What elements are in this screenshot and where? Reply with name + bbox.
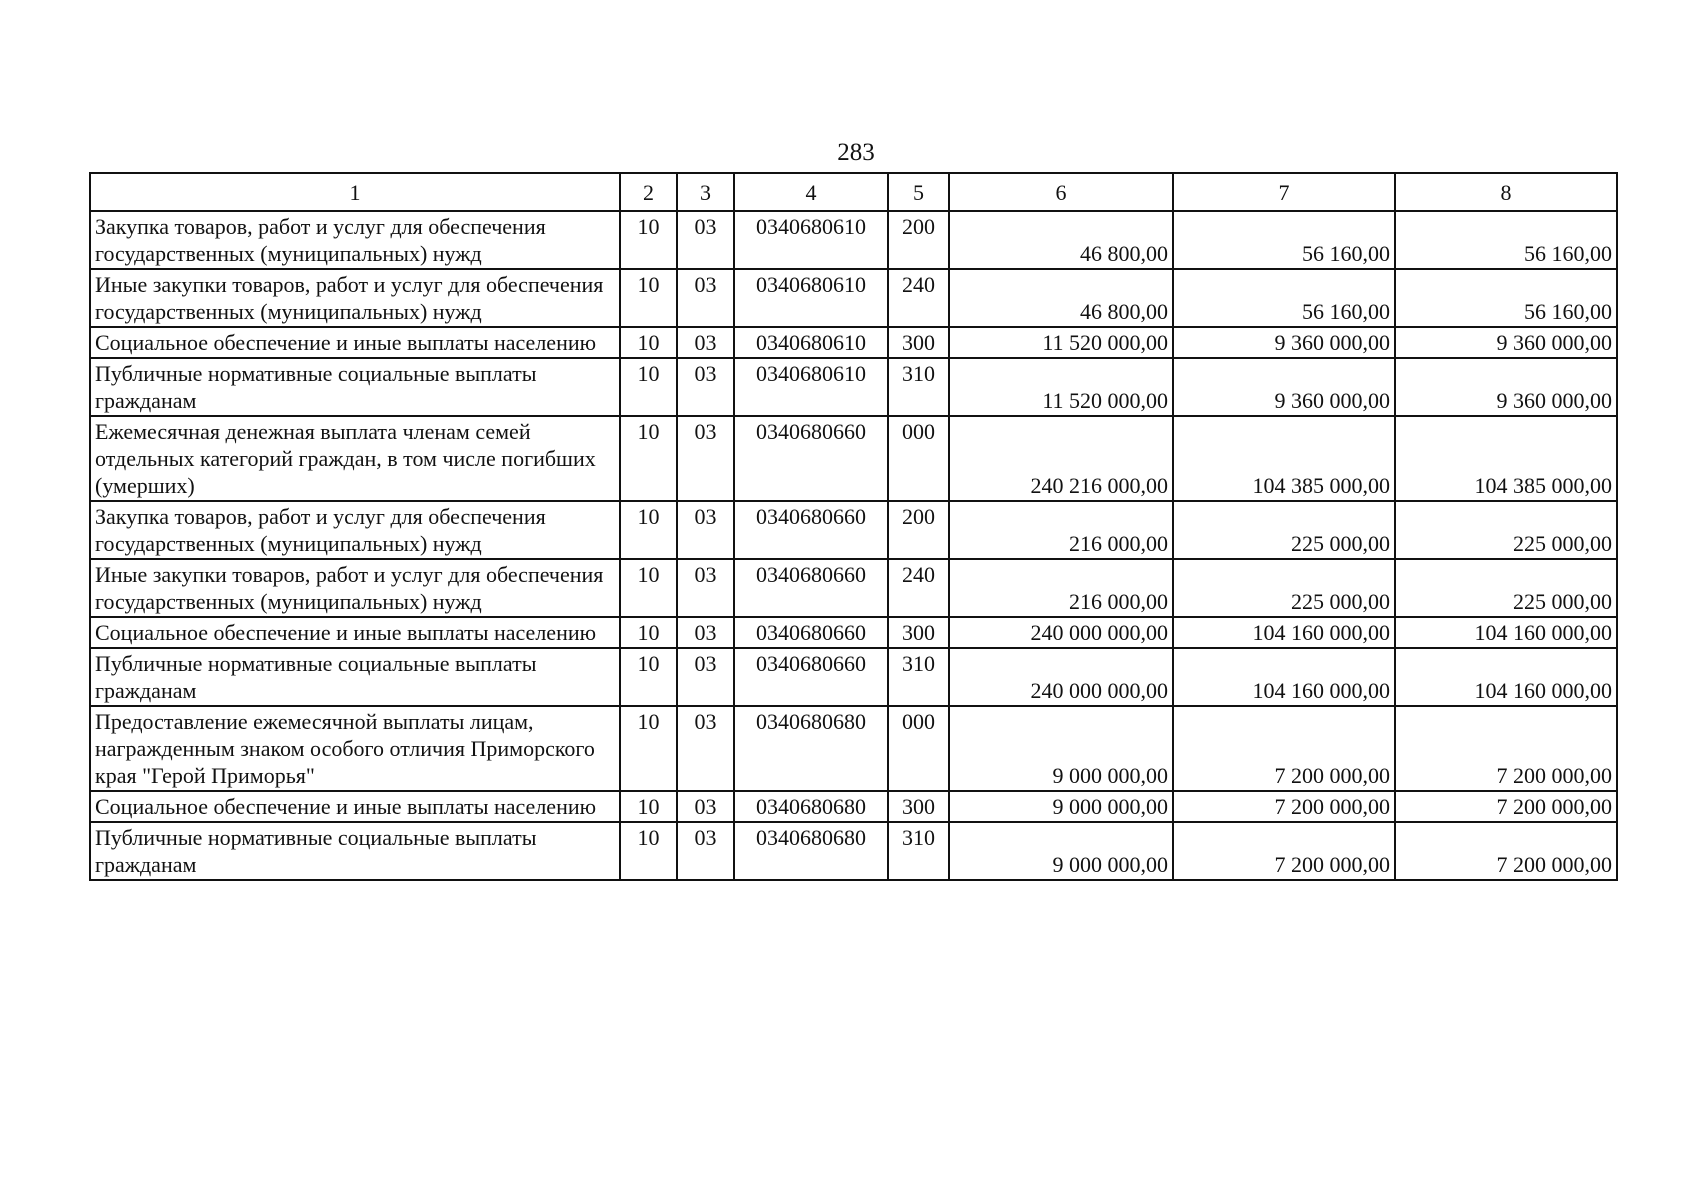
section-code: 10 [620,269,677,327]
amount-col6: 11 520 000,00 [949,358,1173,416]
amount-col6: 9 000 000,00 [949,822,1173,880]
expense-type-code: 000 [888,706,949,791]
amount-col6: 46 800,00 [949,269,1173,327]
expense-type-code: 310 [888,358,949,416]
target-article-code: 0340680660 [734,501,888,559]
expense-type-code: 300 [888,791,949,822]
amount-col8: 225 000,00 [1395,559,1617,617]
expense-type-code: 200 [888,211,949,269]
amount-col7: 56 160,00 [1173,269,1395,327]
amount-col8: 7 200 000,00 [1395,822,1617,880]
target-article-code: 0340680660 [734,648,888,706]
target-article-code: 0340680610 [734,327,888,358]
section-code: 10 [620,559,677,617]
row-description: Закупка товаров, работ и услуг для обеспечения государственных (муниципальных) нужд [90,211,620,269]
subsection-code: 03 [677,706,734,791]
amount-col8: 104 385 000,00 [1395,416,1617,501]
section-code: 10 [620,791,677,822]
row-description: Социальное обеспечение и иные выплаты населению [90,327,620,358]
amount-col6: 240 000 000,00 [949,648,1173,706]
target-article-code: 0340680660 [734,559,888,617]
amount-col6: 9 000 000,00 [949,706,1173,791]
row-description: Публичные нормативные социальные выплаты гражданам [90,358,620,416]
expense-type-code: 240 [888,559,949,617]
table-row [90,327,1617,358]
section-code: 10 [620,706,677,791]
section-code: 10 [620,211,677,269]
column-header: 7 [1173,173,1395,211]
section-code: 10 [620,358,677,416]
expense-type-code: 310 [888,822,949,880]
subsection-code: 03 [677,211,734,269]
amount-col7: 104 160 000,00 [1173,617,1395,648]
row-description: Иные закупки товаров, работ и услуг для обеспечения государственных (муниципальных) нужд [90,559,620,617]
amount-col6: 216 000,00 [949,559,1173,617]
row-description: Социальное обеспечение и иные выплаты населению [90,617,620,648]
amount-col7: 56 160,00 [1173,211,1395,269]
subsection-code: 03 [677,648,734,706]
column-header: 1 [90,173,620,211]
amount-col7: 7 200 000,00 [1173,706,1395,791]
column-header: 2 [620,173,677,211]
target-article-code: 0340680680 [734,706,888,791]
column-header: 8 [1395,173,1617,211]
subsection-code: 03 [677,416,734,501]
row-description: Публичные нормативные социальные выплаты гражданам [90,648,620,706]
subsection-code: 03 [677,358,734,416]
target-article-code: 0340680610 [734,211,888,269]
section-code: 10 [620,822,677,880]
table-row [90,706,1617,791]
row-description: Публичные нормативные социальные выплаты гражданам [90,822,620,880]
subsection-code: 03 [677,269,734,327]
amount-col7: 7 200 000,00 [1173,791,1395,822]
amount-col6: 240 216 000,00 [949,416,1173,501]
table-row [90,617,1617,648]
target-article-code: 0340680680 [734,822,888,880]
section-code: 10 [620,617,677,648]
page-number: 283 [837,139,875,166]
column-header: 5 [888,173,949,211]
target-article-code: 0340680660 [734,416,888,501]
row-description: Предоставление ежемесячной выплаты лицам, награжденным знаком особого отличия Приморского края "Герой Приморья" [90,706,620,791]
amount-col7: 9 360 000,00 [1173,327,1395,358]
expense-type-code: 200 [888,501,949,559]
section-code: 10 [620,416,677,501]
amount-col6: 9 000 000,00 [949,791,1173,822]
section-code: 10 [620,501,677,559]
amount-col6: 46 800,00 [949,211,1173,269]
expense-type-code: 300 [888,327,949,358]
table-row [90,416,1617,501]
expense-type-code: 240 [888,269,949,327]
subsection-code: 03 [677,822,734,880]
amount-col8: 7 200 000,00 [1395,706,1617,791]
header-row [90,173,1617,211]
amount-col8: 7 200 000,00 [1395,791,1617,822]
subsection-code: 03 [677,501,734,559]
table-row [90,211,1617,269]
expense-type-code: 300 [888,617,949,648]
subsection-code: 03 [677,791,734,822]
amount-col6: 240 000 000,00 [949,617,1173,648]
amount-col6: 216 000,00 [949,501,1173,559]
column-header: 3 [677,173,734,211]
column-header: 4 [734,173,888,211]
subsection-code: 03 [677,617,734,648]
budget-table [89,172,1618,881]
amount-col7: 225 000,00 [1173,559,1395,617]
amount-col7: 104 160 000,00 [1173,648,1395,706]
expense-type-code: 000 [888,416,949,501]
amount-col7: 9 360 000,00 [1173,358,1395,416]
target-article-code: 0340680660 [734,617,888,648]
table-row [90,648,1617,706]
amount-col6: 11 520 000,00 [949,327,1173,358]
amount-col8: 9 360 000,00 [1395,358,1617,416]
amount-col8: 9 360 000,00 [1395,327,1617,358]
table-row [90,358,1617,416]
table-row [90,822,1617,880]
target-article-code: 0340680610 [734,269,888,327]
table-row [90,559,1617,617]
amount-col7: 104 385 000,00 [1173,416,1395,501]
target-article-code: 0340680610 [734,358,888,416]
table-row [90,791,1617,822]
amount-col8: 225 000,00 [1395,501,1617,559]
column-header: 6 [949,173,1173,211]
row-description: Иные закупки товаров, работ и услуг для обеспечения государственных (муниципальных) нужд [90,269,620,327]
amount-col7: 225 000,00 [1173,501,1395,559]
row-description: Ежемесячная денежная выплата членам семей отдельных категорий граждан, в том числе погибших (умерших) [90,416,620,501]
subsection-code: 03 [677,327,734,358]
table-row [90,269,1617,327]
expense-type-code: 310 [888,648,949,706]
row-description: Закупка товаров, работ и услуг для обеспечения государственных (муниципальных) нужд [90,501,620,559]
section-code: 10 [620,648,677,706]
amount-col8: 104 160 000,00 [1395,617,1617,648]
amount-col8: 56 160,00 [1395,269,1617,327]
amount-col7: 7 200 000,00 [1173,822,1395,880]
target-article-code: 0340680680 [734,791,888,822]
section-code: 10 [620,327,677,358]
amount-col8: 104 160 000,00 [1395,648,1617,706]
row-description: Социальное обеспечение и иные выплаты населению [90,791,620,822]
subsection-code: 03 [677,559,734,617]
table-row [90,501,1617,559]
amount-col8: 56 160,00 [1395,211,1617,269]
